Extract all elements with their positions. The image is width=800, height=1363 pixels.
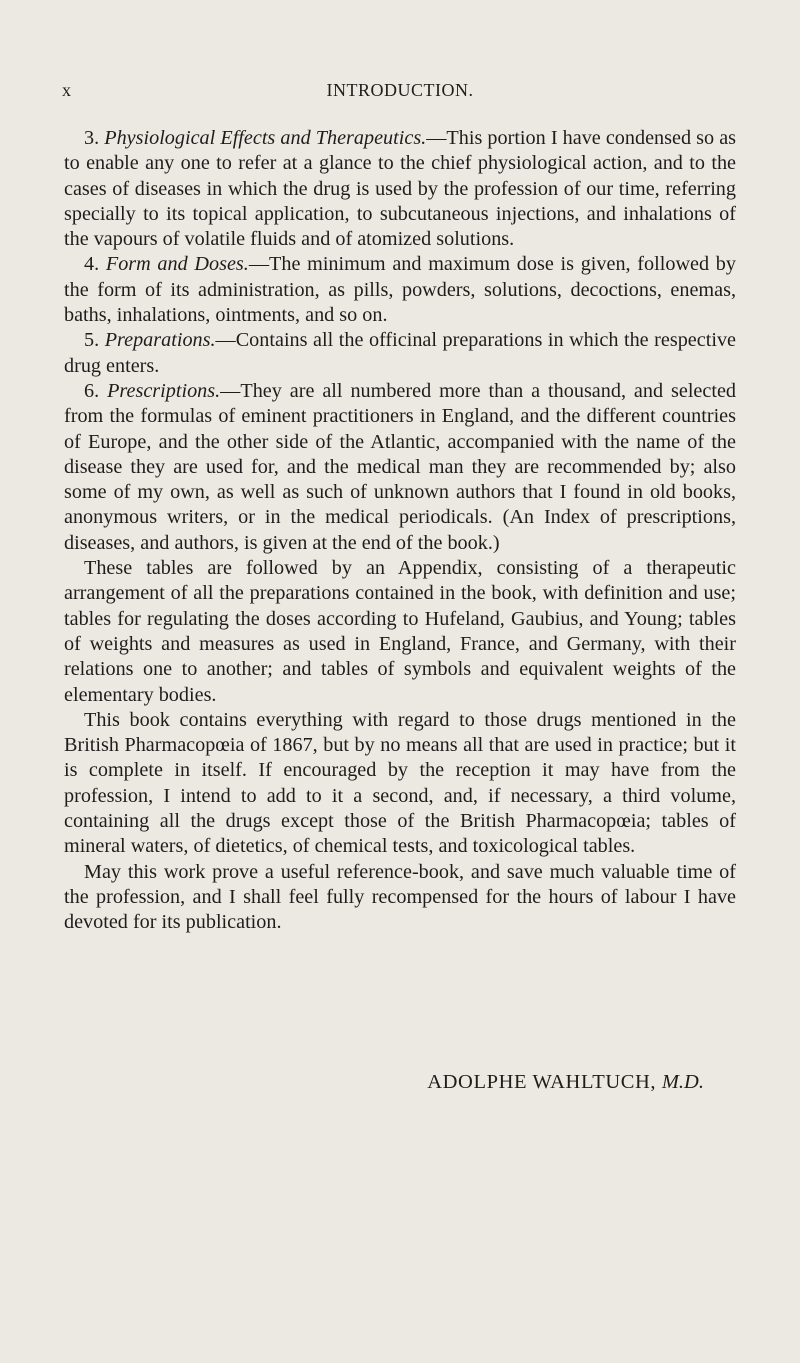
author-signature [62, 1071, 738, 1094]
paragraph-text: —Contains all the officinal preparations in which the respective drug enters. [64, 329, 736, 377]
running-title: INTRODUCTION. [326, 80, 474, 100]
body-text [64, 126, 736, 936]
paragraph-number: 5. [84, 329, 100, 352]
paragraph-heading: Physiological Effects and Therapeutics. [104, 127, 427, 149]
paragraph: These tables are followed by an Appendix, consisting of a therapeutic arrangement of all the preparations contained in the book, with definition and use; tables for regulating the doses according to Hufeland, Gaubius, and Young; tables of weights and measures as used in England, France, and Germany, with their relations one to another; and tables of symbols and equivalent weights of the elementary bodies. [64, 557, 736, 706]
numbered-paragraph [64, 328, 736, 379]
numbered-paragraph [64, 379, 736, 556]
numbered-paragraph [64, 126, 736, 252]
paragraph-heading: Prescriptions. [107, 379, 221, 402]
page-header [62, 80, 738, 110]
paragraph-number: 4. [84, 253, 100, 276]
numbered-paragraph [64, 252, 736, 328]
paragraph: May this work prove a useful reference-book, and save much valuable time of the profession, and I shall feel fully recompensed for the hours of labour I have devoted for its publication. [64, 860, 736, 934]
paragraph-text: —The minimum and maximum dose is given, followed by the form of its administration, as pills, powders, solutions, decoctions, enemas, baths, inhalations, ointments, and so on. [64, 253, 736, 327]
page-number: x [62, 80, 72, 100]
paragraph-number: 3. [84, 127, 100, 149]
author-name: ADOLPHE WAHLTUCH, [427, 1071, 657, 1093]
paragraph: This book contains everything with regard to those drugs mentioned in the British Pharmacopœia of 1867, but by no means all that are used in practice; but it is complete in itself. If encouraged by the reception it may have from the profession, I intend to add to it a second, and, if necessary, a third volume, containing all the drugs except those of the British Pharmacopœia; tables of mineral waters, of dietetics, of chemical tests, and toxicological tables. [64, 708, 736, 858]
paragraph-text: —They are all numbered more than a thousand, and selected from the formulas of eminent practitioners in England, and the different countries of Europe, and the other side of the Atlantic, accompanied with the name of the disease they are used for, and the medical man they are recommended by; also some of my own, as well as such of unknown authors that I found in old books, anonymous writers, or in the medical periodicals. (An Index of prescriptions, diseases, and authors, is given at the end of the book.) [64, 379, 737, 554]
paragraph-heading: Form and Doses. [105, 253, 249, 276]
paragraph-number: 6. [84, 379, 100, 402]
paragraph-heading: Preparations. [104, 329, 216, 352]
paragraph-text: —This portion I have condensed so as to enable any one to refer at a glance to the chief physiological action, and to the cases of diseases in which the drug is used by the profession of our time, referring specially to its topical application, to subcutaneous injections, and inhalations of the vapours of volatile fluids and of atomized solutions. [64, 127, 737, 251]
author-degree: M.D. [661, 1071, 704, 1093]
